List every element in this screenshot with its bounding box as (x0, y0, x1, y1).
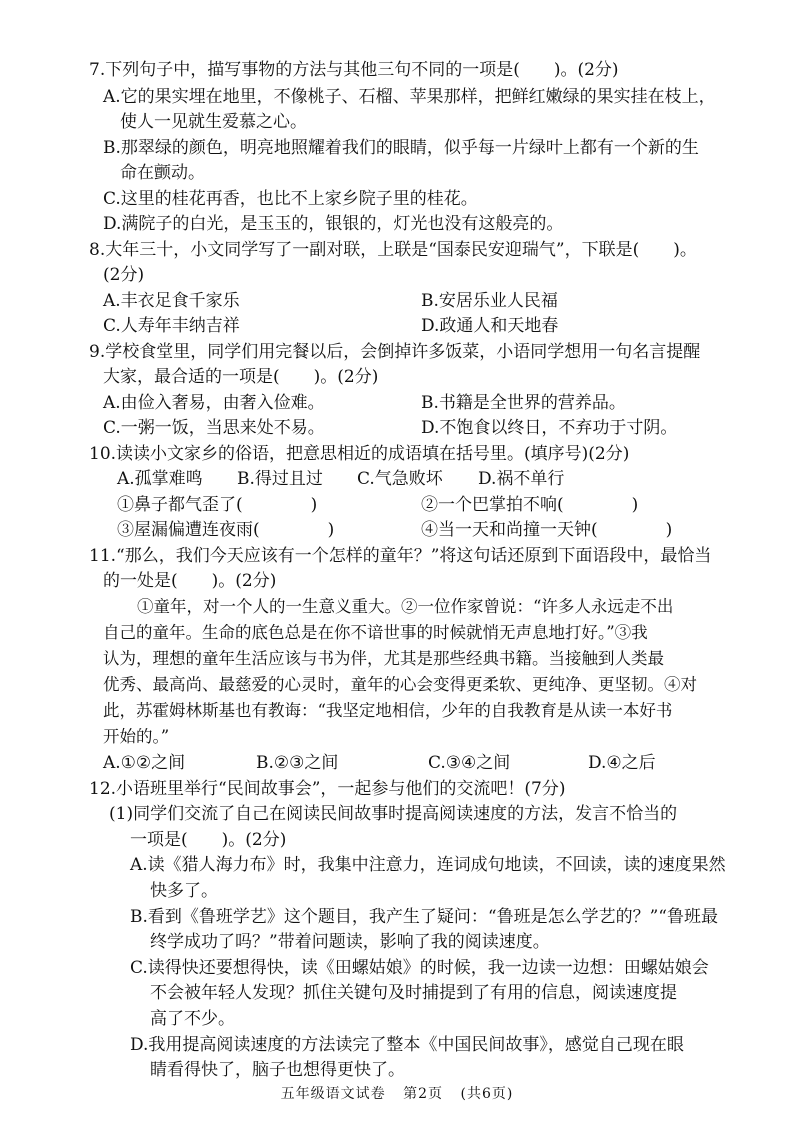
q11-passage-line-5: 此，苏霍姆林斯基也有教诲：“我坚定地相信，少年的自我教育是从读一本好书 (103, 701, 673, 720)
q11-passage-line-1: ①童年，对一个人的一生意义重大。②一位作家曾说：“许多人永远走不出 (137, 597, 674, 616)
q11-passage-line-4: 优秀、最高尚、最慈爱的心灵时，童年的心会变得更柔软、更纯净、更坚韧。④对 (103, 675, 697, 694)
q11-passage-line-2: 自己的童年。生命的底色总是在你不谙世事的时候就悄无声息地打好。”③我 (103, 623, 648, 642)
q9-stem-cont: 大家，最合适的一项是( )。(2分) (103, 367, 379, 387)
q7-stem: 7.下列句子中，描写事物的方法与其他三句不同的一项是( )。(2分) (89, 60, 619, 80)
q11-option-b: B.②③之间 (256, 753, 339, 773)
q8-stem: 8.大年三十，小文同学写了一副对联，上联是“国泰民安迎瑞气”，下联是( )。 (89, 240, 697, 260)
q10-idiom-d: D.祸不单行 (478, 469, 565, 489)
q11-passage-line-6: 开始的。” (103, 727, 170, 746)
q10-idiom-b: B.得过且过 (237, 469, 323, 489)
q10-saying-1: ①鼻子都气歪了( ) (117, 495, 318, 515)
q8-option-d: D.政通人和天地春 (421, 316, 559, 336)
q11-option-d: D.④之后 (588, 753, 656, 773)
q10-saying-2: ②一个巴掌拍不响( ) (421, 495, 639, 515)
q12-option-a: A.读《猎人海力布》时，我集中注意力，连词成句地读，不回读，读的速度果然 (130, 855, 726, 875)
q9-stem: 9.学校食堂里，同学们用完餐以后，会倒掉许多饭菜，小语同学想用一句名言提醒 (89, 342, 701, 362)
q7-option-c: C.这里的桂花再香，也比不上家乡院子里的桂花。 (103, 189, 478, 209)
q10-idiom-a: A.孤掌难鸣 (117, 469, 203, 489)
q8-stem-cont: (2分) (103, 265, 145, 285)
q9-option-d: D.不饱食以终日，不弃功于寸阴。 (421, 418, 678, 438)
footer-total-pages: (共6页) (460, 1086, 514, 1102)
q7-option-a: A.它的果实埋在地里，不像桃子、石榴、苹果那样，把鲜红嫩绿的果实挂在枝上， (103, 87, 716, 107)
q11-passage-line-3: 认为，理想的童年生活应该与书为伴，尤其是那些经典书籍。当接触到人类最 (103, 649, 664, 668)
footer-title: 五年级语文试卷 (280, 1086, 386, 1102)
q12-stem: 12.小语班里举行“民间故事会”，一起参与他们的交流吧！(7分) (89, 779, 566, 799)
q7-option-a-cont: 使人一见就生爱慕之心。 (120, 112, 307, 132)
q12-option-c: C.读得快还要想得快，读《田螺姑娘》的时候，我一边读一边想：田螺姑娘会 (130, 958, 709, 978)
q7-option-b-cont: 命在颤动。 (120, 163, 205, 183)
q12-option-d: D.我用提高阅读速度的方法读完了整本《中国民间故事》，感觉自己现在眼 (130, 1035, 684, 1055)
q9-option-b: B.书籍是全世界的营养品。 (421, 393, 626, 413)
q7-option-d: D.满院子的白光，是玉玉的，银银的，灯光也没有这般亮的。 (103, 214, 564, 234)
q8-option-b: B.安居乐业人民福 (421, 291, 558, 311)
q10-saying-3: ③屋漏偏遭连夜雨( ) (117, 520, 335, 540)
q12-sub1-stem: (1)同学们交流了自己在阅读民间故事时提高阅读速度的方法，发言不恰当的 (109, 804, 678, 824)
page-footer (0, 1083, 794, 1103)
q7-option-b: B.那翠绿的颜色，明亮地照耀着我们的眼睛，似乎每一片绿叶上都有一个新的生 (103, 138, 699, 158)
q12-option-b-cont: 终学成功了吗？”带着问题读，影响了我的阅读速度。 (150, 932, 550, 952)
q10-idiom-c: C.气急败坏 (357, 469, 443, 489)
q12-option-c-cont-2: 高了不少。 (150, 1009, 235, 1029)
q11-option-c: C.③④之间 (428, 753, 511, 773)
q11-option-a: A.①②之间 (103, 753, 186, 773)
q10-stem: 10.读读小文家乡的俗语，把意思相近的成语填在括号里。(填序号)(2分) (89, 444, 630, 464)
q12-option-c-cont-1: 不会被年轻人发现？抓住关键句及时捕提到了有用的信息，阅读速度提 (150, 983, 677, 1003)
q12-sub1-stem-cont: 一项是( )。(2分) (130, 830, 287, 850)
q12-option-a-cont: 快多了。 (150, 881, 218, 901)
q11-stem-cont: 的一处是( )。(2分) (103, 571, 277, 591)
q12-option-d-cont: 睛看得快了，脑子也想得更快了。 (150, 1060, 405, 1080)
q11-stem: 11.“那么，我们今天应该有一个怎样的童年？”将这句话还原到下面语段中，最恰当 (89, 546, 712, 566)
q9-option-c: C.一粥一饭，当思来处不易。 (103, 418, 325, 438)
q8-option-c: C.人寿年丰纳吉祥 (103, 316, 240, 336)
q9-option-a: A.由俭入奢易，由奢入俭难。 (103, 393, 325, 413)
q8-option-a: A.丰衣足食千家乐 (103, 291, 240, 311)
q12-option-b: B.看到《鲁班学艺》这个题目，我产生了疑问：“鲁班是怎么学艺的？”“鲁班最 (130, 907, 718, 927)
q10-saying-4: ④当一天和尚撞一天钟( ) (421, 520, 673, 540)
footer-page-number: 第2页 (403, 1086, 444, 1102)
